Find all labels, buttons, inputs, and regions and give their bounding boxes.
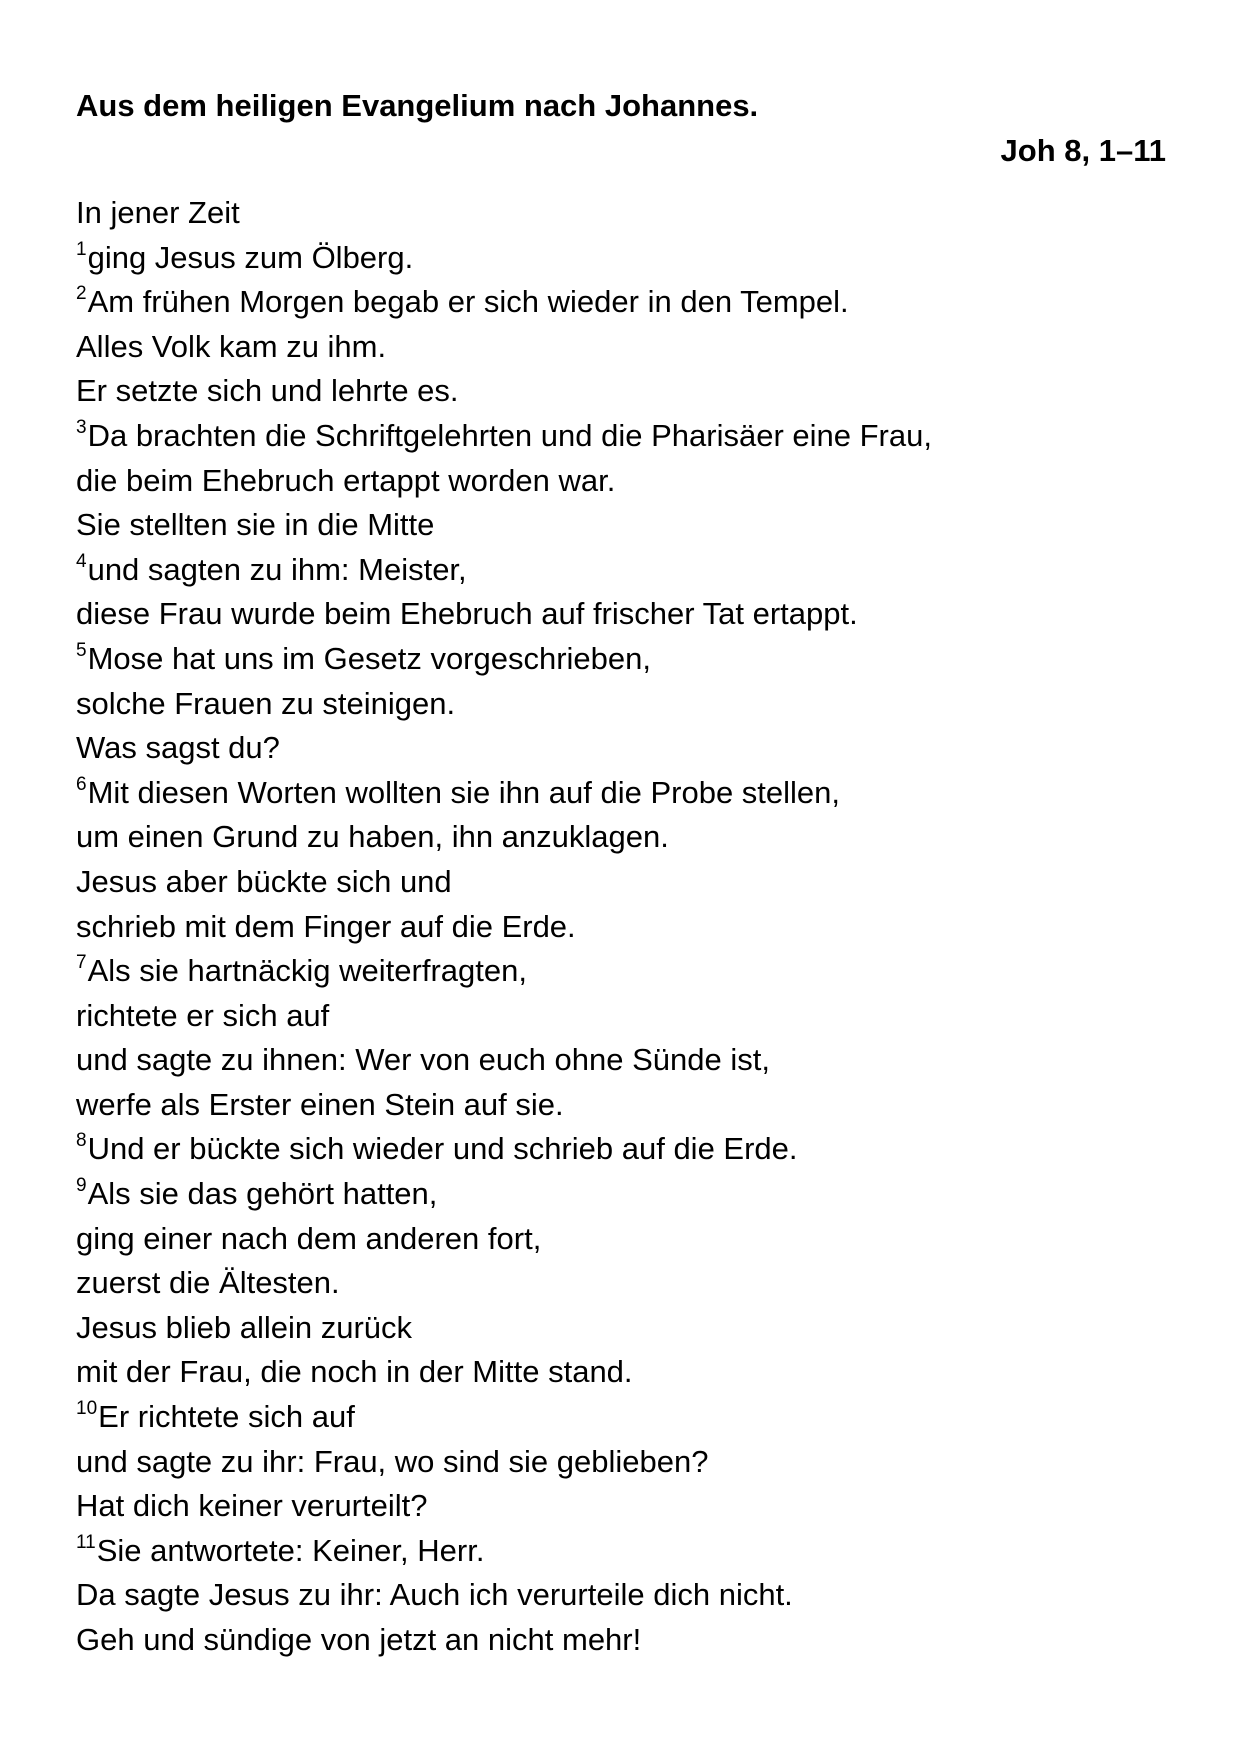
line-text: Jesus blieb allein zurück — [76, 1309, 413, 1345]
line-text: In jener Zeit — [76, 195, 240, 230]
line-text: Als sie das gehört hatten, — [87, 1176, 438, 1212]
line-text: Alles Volk kam zu ihm. — [76, 328, 387, 364]
verse-number: 6 — [76, 773, 87, 795]
text-line — [76, 1083, 1166, 1128]
text-line — [76, 905, 1166, 950]
line-text: Mose hat uns im Gesetz vorgeschrieben, — [87, 640, 652, 676]
text-line — [76, 1127, 1166, 1172]
text-line — [76, 1395, 1166, 1440]
line-text: zuerst die Ältesten. — [76, 1265, 340, 1301]
text-line — [76, 280, 1166, 325]
document-title: Aus dem heiligen Evangelium nach Johannes. — [76, 88, 759, 123]
line-text: Geh und sündige von jetzt an nicht mehr! — [76, 1622, 642, 1657]
document-page — [76, 0, 1166, 1753]
line-text: Hat dich keiner verurteilt? — [76, 1488, 428, 1524]
text-line — [76, 369, 1166, 414]
line-text: Als sie hartnäckig weiterfragten, — [87, 953, 527, 989]
text-line — [76, 1350, 1166, 1395]
line-text: und sagte zu ihr: Frau, wo sind sie geblieben? — [76, 1443, 709, 1479]
line-text: Mit diesen Worten wollten sie ihn auf die Probe stellen, — [87, 774, 841, 810]
line-text: diese Frau wurde beim Ehebruch auf frischer Tat ertappt. — [76, 596, 858, 632]
text-line — [76, 414, 1166, 459]
line-text: mit der Frau, die noch in der Mitte stand. — [76, 1354, 633, 1390]
text-line — [76, 325, 1166, 370]
verse-number: 3 — [76, 416, 87, 438]
text-line — [76, 1261, 1166, 1306]
line-text: Und er bückte sich wieder und schrieb auf die Erde. — [87, 1131, 798, 1167]
line-text: solche Frauen zu steinigen. — [76, 685, 456, 721]
verse-number: 8 — [76, 1130, 87, 1152]
verse-number: 2 — [76, 283, 87, 305]
line-text: Sie antwortete: Keiner, Herr. — [96, 1532, 485, 1568]
line-text: Da sagte Jesus zu ihr: Auch ich verurteile dich nicht. — [76, 1577, 793, 1613]
verse-number: 5 — [76, 639, 87, 661]
line-text: und sagte zu ihnen: Wer von euch ohne Sünde ist, — [76, 1042, 770, 1078]
line-text: ging Jesus zum Ölberg. — [87, 239, 414, 275]
line-text: Er setzte sich und lehrte es. — [76, 373, 459, 409]
verse-number: 11 — [76, 1531, 96, 1553]
line-text: Er richtete sich auf — [98, 1399, 355, 1435]
text-line — [76, 191, 1166, 236]
text-line — [76, 236, 1166, 281]
text-line — [76, 1529, 1166, 1574]
verse-number: 1 — [76, 238, 87, 260]
line-text: die beim Ehebruch ertappt worden war. — [76, 462, 616, 498]
text-line — [76, 860, 1166, 905]
line-text: Da brachten die Schriftgelehrten und die Pharisäer eine Frau, — [87, 417, 932, 453]
text-line — [76, 637, 1166, 682]
line-text: Was sagst du? — [76, 730, 280, 766]
verse-number: 10 — [76, 1398, 98, 1420]
text-line — [76, 1038, 1166, 1083]
text-line — [76, 949, 1166, 994]
verse-number: 7 — [76, 952, 87, 974]
line-text: schrieb mit dem Finger auf die Erde. — [76, 908, 576, 944]
text-line — [76, 1484, 1166, 1529]
line-text: um einen Grund zu haben, ihn anzuklagen. — [76, 819, 669, 855]
text-line — [76, 1217, 1166, 1262]
line-text: Am frühen Morgen begab er sich wieder in den Tempel. — [87, 284, 849, 320]
text-line — [76, 815, 1166, 860]
text-line — [76, 592, 1166, 637]
text-line — [76, 726, 1166, 771]
line-text: Sie stellten sie in die Mitte — [76, 507, 435, 543]
text-line — [76, 1573, 1166, 1618]
text-line — [76, 503, 1166, 548]
line-text: und sagten zu ihm: Meister, — [87, 551, 467, 587]
text-line — [76, 1172, 1166, 1217]
line-text: Jesus aber bückte sich und — [76, 863, 452, 899]
text-line — [76, 1306, 1166, 1351]
scripture-reference: Joh 8, 1–11 — [1000, 133, 1166, 168]
text-line — [76, 1618, 1166, 1663]
verse-number: 4 — [76, 550, 87, 572]
text-line — [76, 771, 1166, 816]
line-text: ging einer nach dem anderen fort, — [76, 1220, 542, 1256]
line-text: richtete er sich auf — [76, 997, 330, 1033]
scripture-text — [76, 191, 1166, 1663]
verse-number: 9 — [76, 1175, 87, 1197]
text-line — [76, 682, 1166, 727]
text-line — [76, 994, 1166, 1039]
text-line — [76, 548, 1166, 593]
text-line — [76, 1440, 1166, 1485]
line-text: werfe als Erster einen Stein auf sie. — [76, 1086, 564, 1122]
text-line — [76, 459, 1166, 504]
